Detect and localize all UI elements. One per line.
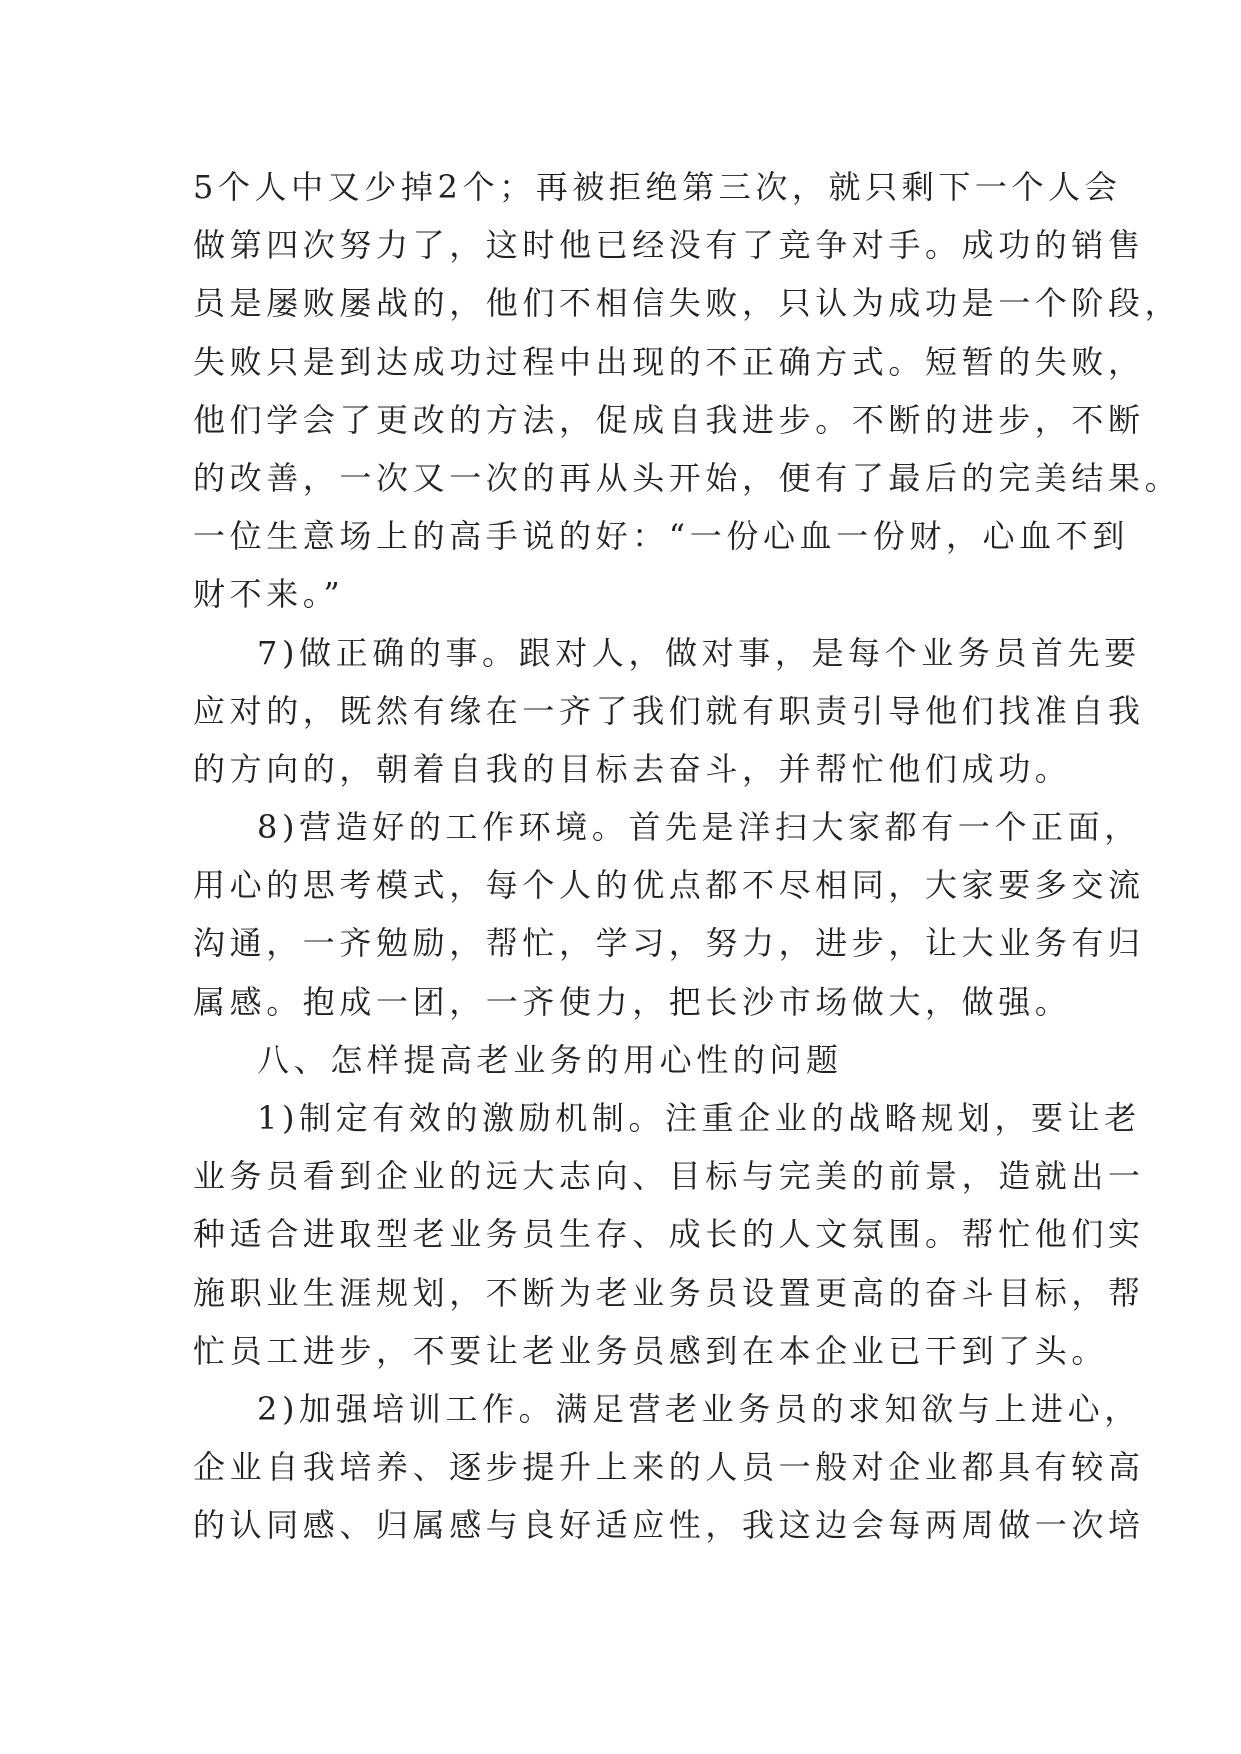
- paragraph-first-line: 2)加强培训工作。满足营老业务员的求知欲与上进心，: [257, 1389, 1141, 1428]
- text-line: 做第四次努力了，这时他已经没有了竞争对手。成功的销售: [193, 226, 1145, 265]
- text-line: 企业自我培养、逐步提升上来的人员一般对企业都具有较高: [193, 1448, 1145, 1487]
- text-line: 失败只是到达成功过程中出现的不正确方式。短暂的失败，: [193, 342, 1145, 381]
- text-line: 沟通，一齐勉励，帮忙，学习，努力，进步，让大业务有归: [193, 924, 1145, 963]
- text-line: 属感。抱成一团，一齐使力，把长沙市场做大，做强。: [193, 982, 1072, 1021]
- text-line: 忙员工进步，不要让老业务员感到在本企业已干到了头。: [193, 1331, 1109, 1370]
- section-heading: 八、怎样提高老业务的用心性的问题: [257, 1040, 843, 1079]
- text-line: 用心的思考模式，每个人的优点都不尽相同，大家要多交流: [193, 866, 1145, 905]
- paragraph-first-line: 1)制定有效的激励机制。注重企业的战略规划，要让老: [257, 1099, 1141, 1137]
- document-body: [193, 158, 1182, 1555]
- text-line: 财不来。”: [193, 575, 345, 614]
- text-line: 业务员看到企业的远大志向、目标与完美的前景，造就出一: [193, 1157, 1145, 1196]
- text-line: 应对的，既然有缘在一齐了我们就有职责引导他们找准自我: [193, 691, 1145, 730]
- text-line: 5个人中又少掉2个；再被拒绝第三次，就只剩下一个人会: [193, 168, 1122, 206]
- text-line: 施职业生涯规划，不断为老业务员设置更高的奋斗目标，帮: [193, 1273, 1145, 1312]
- paragraph-first-line: 8)营造好的工作环境。首先是洋扫大家都有一个正面，: [257, 808, 1141, 847]
- text-line: 的方向的，朝着自我的目标去奋斗，并帮忙他们成功。: [193, 749, 1072, 788]
- text-line: 种适合进取型老业务员生存、成长的人文氛围。帮忙他们实: [193, 1215, 1145, 1254]
- text-line: 他们学会了更改的方法，促成自我进步。不断的进步，不断: [193, 400, 1145, 439]
- text-line: 员是屡败屡战的，他们不相信失败，只认为成功是一个阶段，: [193, 284, 1182, 323]
- paragraph-first-line: 7)做正确的事。跟对人，做对事，是每个业务员首先要: [257, 633, 1141, 672]
- text-line: 的改善，一次又一次的再从头开始，便有了最后的完美结果。: [193, 458, 1182, 497]
- text-line: 的认同感、归属感与良好适应性，我这边会每两周做一次培: [193, 1506, 1145, 1545]
- text-line: 一位生意场上的高手说的好：“一份心血一份财，心血不到: [193, 517, 1129, 556]
